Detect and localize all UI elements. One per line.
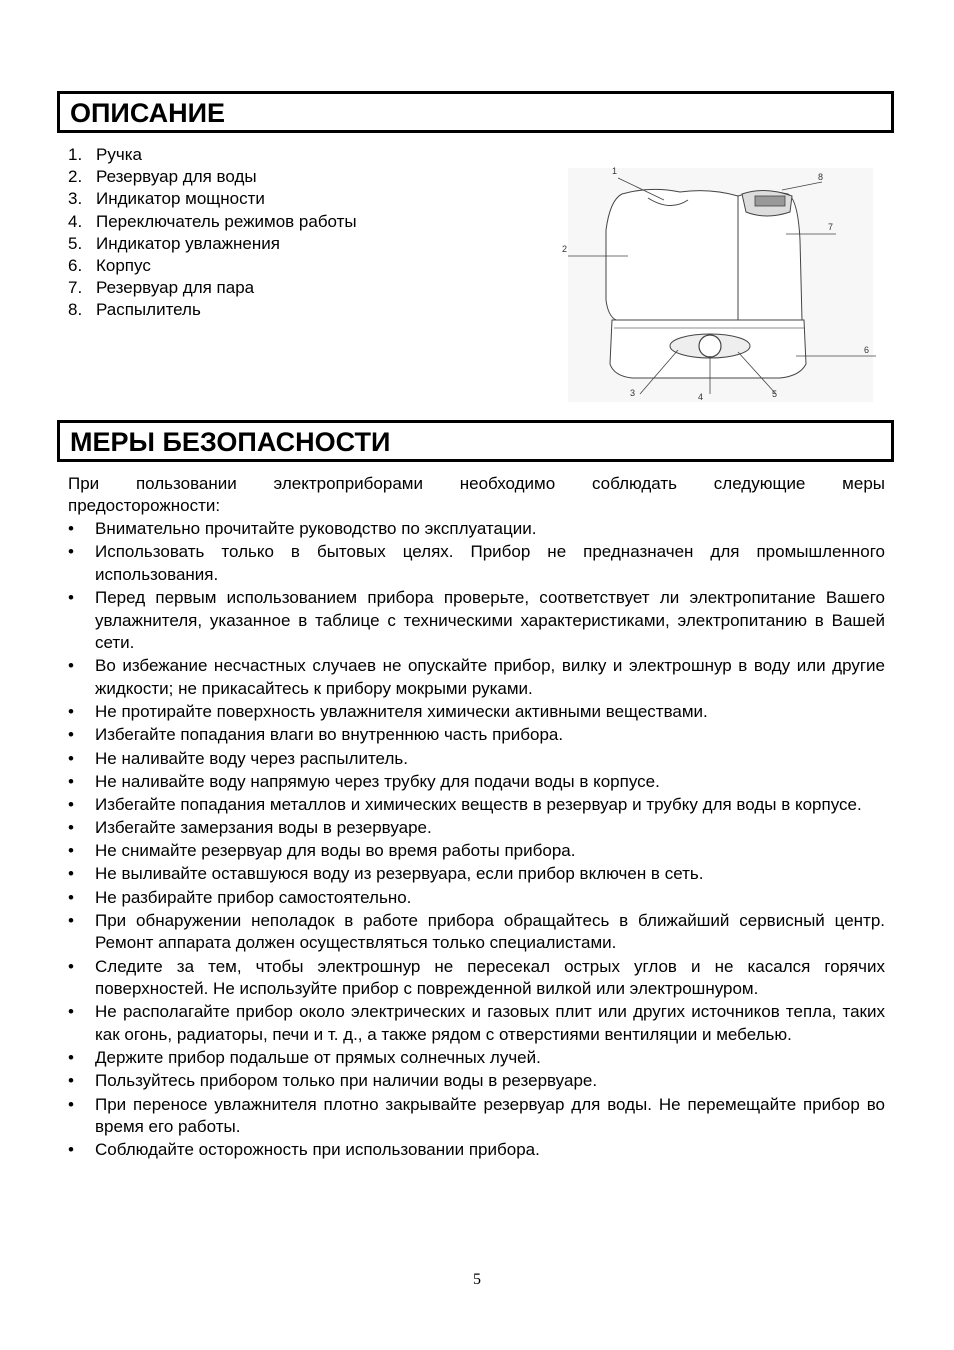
list-item	[68, 748, 885, 771]
bullet-icon: •	[68, 748, 74, 768]
bullet-icon: •	[68, 818, 74, 838]
bullet-icon: •	[68, 887, 74, 907]
parts-list	[68, 144, 357, 322]
list-item	[68, 863, 885, 886]
bullet-icon: •	[68, 794, 74, 814]
rule-text: Следите за тем, чтобы электрошнур не пересекал острых углов и не касался горячих поверхностей. Не используйте прибор с поврежденной вилкой или электрошнуром.	[95, 956, 885, 999]
list-item	[68, 701, 885, 724]
safety-intro	[68, 473, 885, 517]
list-item: 1. Ручка	[68, 144, 357, 166]
sprayer-grill	[755, 196, 785, 206]
part-label: Переключатель режимов работы	[96, 211, 357, 231]
bullet-icon: •	[68, 656, 74, 676]
rule-text: Не снимайте резервуар для воды во время работы прибора.	[95, 841, 576, 861]
rule-text: При обнаружении неполадок в работе прибора обращайтесь в ближайший сервисный центр. Ремонт аппарата должен осуществляться только специалистами.	[95, 910, 885, 953]
list-item	[68, 1139, 885, 1162]
list-item: 4. Переключатель режимов работы	[68, 211, 357, 233]
rule-text: Не наливайте воду напрямую через трубку для подачи воды в корпусе.	[95, 771, 660, 791]
list-item	[68, 771, 885, 794]
bullet-icon: •	[68, 587, 74, 607]
list-item: 5. Индикатор увлажнения	[68, 233, 357, 255]
callout-1: 1	[612, 166, 618, 176]
rule-text: Использовать только в бытовых целях. Прибор не предназначен для промышленного использования.	[95, 542, 885, 584]
list-item	[68, 840, 885, 863]
section-title-safety: МЕРЫ БЕЗОПАСНОСТИ	[57, 420, 894, 462]
part-label: Резервуар для пара	[96, 278, 255, 298]
list-item	[68, 518, 885, 541]
bullet-icon: •	[68, 1140, 74, 1160]
intro-line-1: При пользовании электроприборами необходимо соблюдать следующие меры	[68, 474, 885, 493]
callout-8: 8	[818, 172, 824, 182]
rule-text: Перед первым использованием прибора проверьте, соответствует ли электропитание Вашего увлажнителя, указанное в таблице с техническими характеристиками, электропитанию в Вашей сети.	[95, 587, 885, 653]
rule-text: Не протирайте поверхность увлажнителя химически активными веществами.	[95, 702, 708, 722]
bullet-icon: •	[68, 771, 74, 791]
part-label: Индикатор мощности	[96, 189, 265, 209]
callout-6: 6	[864, 345, 870, 355]
rule-text: При переносе увлажнителя плотно закрывайте резервуар для воды. Не перемещайте прибор во время его работы.	[95, 1094, 885, 1137]
safety-rules-list	[68, 518, 885, 1163]
part-label: Корпус	[96, 256, 151, 276]
bullet-icon: •	[68, 1071, 74, 1091]
bullet-icon: •	[68, 725, 74, 745]
bullet-icon: •	[68, 956, 74, 976]
list-item	[68, 1070, 885, 1093]
callout-5: 5	[772, 389, 778, 399]
part-label: Распылитель	[96, 300, 201, 320]
rule-text: Избегайте попадания металлов и химических веществ в резервуар и трубку для воды в корпусе.	[95, 794, 862, 814]
bullet-icon: •	[68, 1002, 74, 1022]
list-item: 6. Корпус	[68, 255, 357, 277]
list-item: 8. Распылитель	[68, 299, 357, 321]
bullet-icon: •	[68, 841, 74, 861]
rule-text: Избегайте попадания влаги во внутреннюю часть прибора.	[95, 725, 564, 745]
rule-text: Не располагайте прибор около электрических и газовых плит или других источников тепла, таких как огонь, радиаторы, печи и т. д., а также рядом с отверстиями вентиляции и мебелью.	[95, 1002, 885, 1044]
rule-text: Во избежание несчастных случаев не опускайте прибор, вилку и электрошнур в воду или другие жидкости; не прикасайтесь к прибору мокрыми руками.	[95, 656, 885, 698]
list-item	[68, 1047, 885, 1070]
list-item	[68, 1094, 885, 1139]
page-number: 5	[473, 1271, 481, 1288]
water-tank-shape	[606, 189, 738, 320]
rule-text: Не наливайте воду через распылитель.	[95, 748, 408, 768]
list-item	[68, 1001, 885, 1046]
list-item: 2. Резервуар для воды	[68, 166, 357, 188]
bullet-icon: •	[68, 519, 74, 538]
rule-text: Соблюдайте осторожность при использовании прибора.	[95, 1140, 540, 1160]
list-item	[68, 587, 885, 655]
part-label: Резервуар для воды	[96, 167, 257, 187]
bullet-icon: •	[68, 1048, 74, 1068]
intro-line-2: предосторожности:	[68, 496, 221, 516]
part-label: Ручка	[96, 145, 142, 164]
rule-text: Не выливайте оставшуюся воду из резервуара, если прибор включен в сеть.	[95, 864, 704, 884]
rule-text: Внимательно прочитайте руководство по эксплуатации.	[95, 519, 537, 538]
humidifier-diagram	[560, 160, 880, 405]
list-item	[68, 541, 885, 586]
rule-text: Не разбирайте прибор самостоятельно.	[95, 887, 412, 907]
bullet-icon: •	[68, 864, 74, 884]
section-title-description: ОПИСАНИЕ	[57, 91, 894, 133]
callout-3: 3	[630, 388, 636, 398]
list-item	[68, 887, 885, 910]
list-item	[68, 724, 885, 747]
bullet-icon: •	[68, 542, 74, 562]
list-item	[68, 956, 885, 1001]
list-item: 3. Индикатор мощности	[68, 188, 357, 210]
bullet-icon: •	[68, 1094, 74, 1114]
list-item	[68, 910, 885, 955]
callout-2: 2	[562, 244, 568, 254]
callout-4: 4	[698, 392, 704, 402]
part-label: Индикатор увлажнения	[96, 233, 280, 253]
mode-knob	[699, 335, 721, 357]
list-item	[68, 817, 885, 840]
callout-7: 7	[828, 222, 834, 232]
list-item: 7. Резервуар для пара	[68, 277, 357, 299]
list-item	[68, 794, 885, 817]
list-item	[68, 655, 885, 700]
rule-text: Держите прибор подальше от прямых солнечных лучей.	[95, 1048, 541, 1068]
bullet-icon: •	[68, 910, 74, 930]
rule-text: Пользуйтесь прибором только при наличии воды в резервуаре.	[95, 1071, 598, 1091]
rule-text: Избегайте замерзания воды в резервуаре.	[95, 818, 432, 838]
bullet-icon: •	[68, 702, 74, 722]
